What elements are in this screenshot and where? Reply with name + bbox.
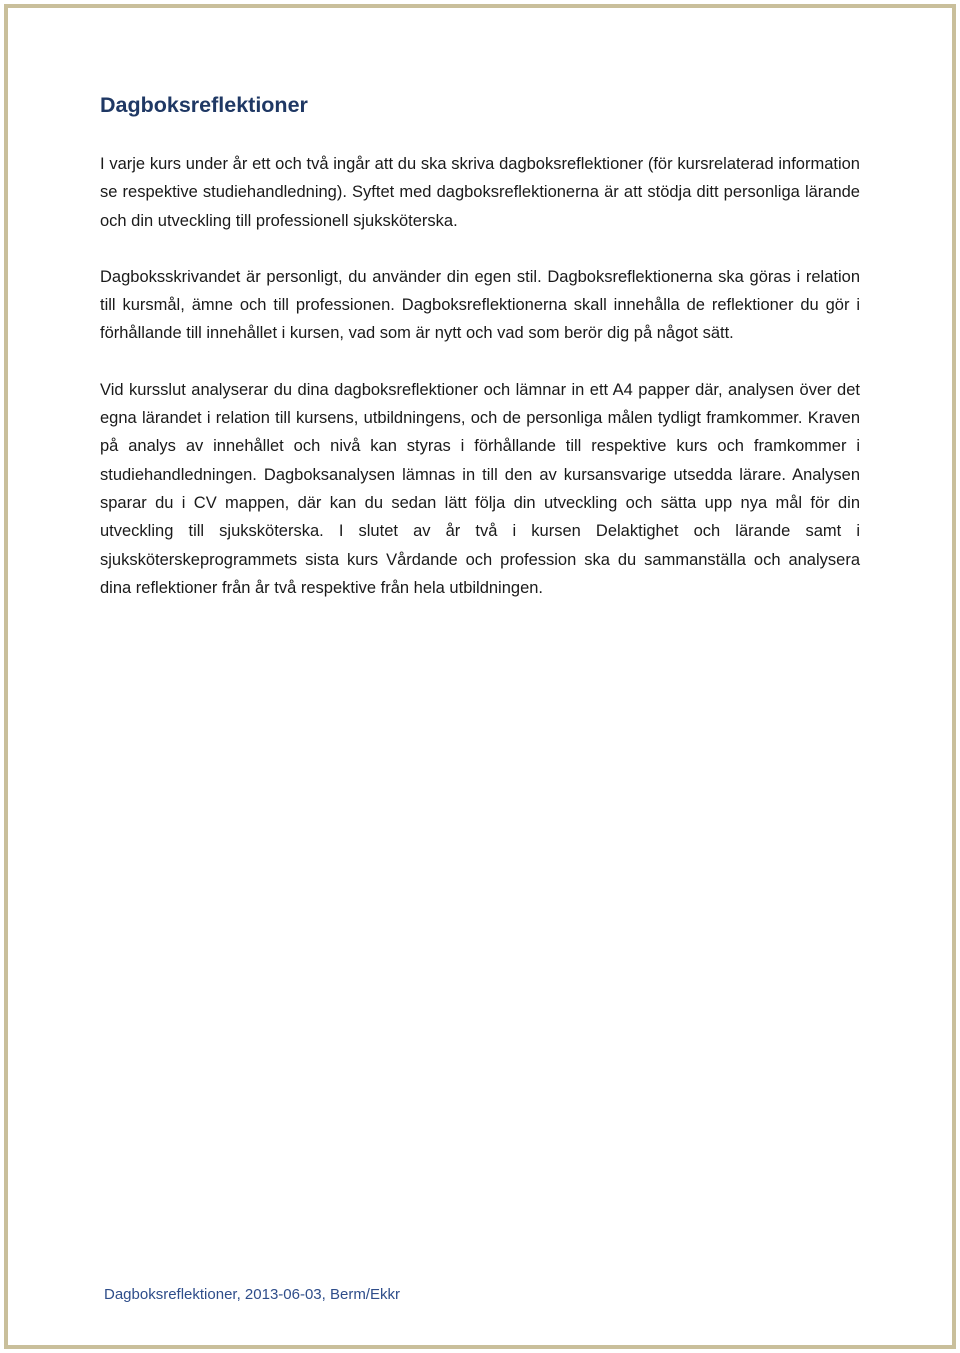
- paragraph-analysis: Vid kursslut analyserar du dina dagboksreflektioner och lämnar in ett A4 papper där, analysen över det egna lärandet i relation till kursens, utbildningens, och de personliga målen tydligt framkommer. Kraven på analys av innehållet och nivå kan styras i förhållande till respektive kurs och framkommer i studiehandledningen. Dagboksanalysen lämnas in till den av kursansvarige utsedda lärare. Analysen sparar du i CV mappen, där kan du sedan lätt följa din utveckling och sätta upp nya mål för din utveckling till sjuksköterska. I slutet av år två i kursen Delaktighet och lärande samt i sjuksköterskeprogrammets sista kurs Vårdande och profession ska du sammanställa och analysera dina reflektioner från år två respektive från hela utbildningen.: [100, 380, 860, 597]
- document-body: [100, 84, 860, 630]
- page-footer: Dagboksreflektioner, 2013-06-03, Berm/Ekkr: [104, 1286, 400, 1303]
- paragraph-personal-style: Dagboksskrivandet är personligt, du använder din egen stil. Dagboksreflektionerna ska göras i relation till kursmål, ämne och till professionen. Dagboksreflektionerna skall innehålla de reflektioner du gör i förhållande till innehållet i kursen, vad som är nytt och vad som berör dig på något sätt.: [100, 267, 860, 343]
- paragraph-intro: I varje kurs under år ett och två ingår att du ska skriva dagboksreflektioner (för kursrelaterad information se respektive studiehandledning). Syftet med dagboksreflektionerna är att stödja ditt personliga lärande och din utveckling till professionell sjuksköterska.: [100, 155, 860, 230]
- page-title: Dagboksreflektioner: [100, 93, 308, 117]
